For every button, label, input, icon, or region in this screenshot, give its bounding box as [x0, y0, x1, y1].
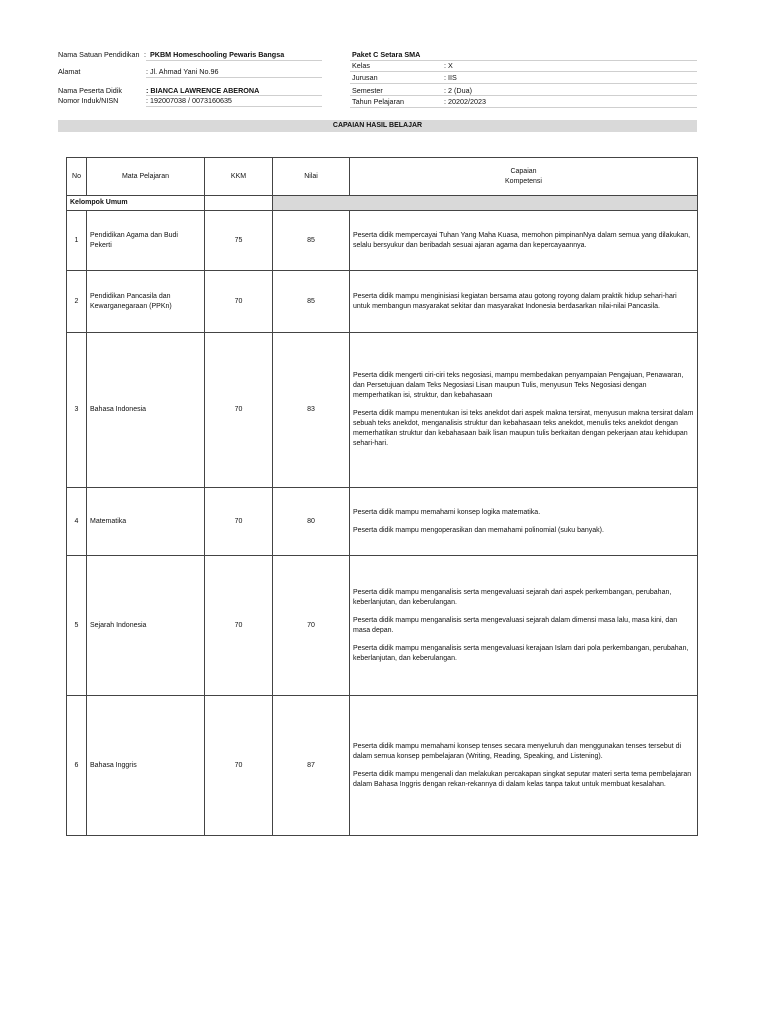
- row-no: 1: [67, 211, 87, 271]
- table-row: [67, 696, 698, 836]
- capaian-text: Peserta didik mampu mengoperasikan dan memahami polinomial (suku banyak).: [353, 526, 604, 534]
- jurusan-underline: [350, 83, 697, 84]
- tahun-underline: [350, 107, 697, 108]
- jurusan-value: : IIS: [444, 73, 457, 82]
- capaian-text: Peserta didik mengerti ciri-ciri teks negosiasi, mampu membedakan penyampaian Pengajuan, Penawaran, dan Persetujuan dalam Teks Negosiasi Lisan maupun Tulis, menyusun Teks Negosiasi dengan memperhatikan isi, struktur, dan kebahasaan: [353, 372, 684, 399]
- row-no: 5: [67, 556, 87, 696]
- row-no: 2: [67, 271, 87, 333]
- kelas-label: Kelas: [352, 61, 370, 70]
- alamat-underline: [146, 77, 322, 78]
- row-kkm: 70: [205, 556, 273, 696]
- row-mapel: Bahasa Indonesia: [87, 333, 205, 488]
- row-nilai: 85: [273, 271, 350, 333]
- nisn-value: : 192007038 / 0073160635: [146, 96, 232, 105]
- capaian-text: Peserta didik mampu menganalisis serta mengevaluasi sejarah dari aspek perkembangan, perubahan, keberlanjutan, dan keberulangan.: [353, 588, 672, 606]
- nisn-label: Nomor Induk/NISN: [58, 96, 119, 105]
- group-label: Kelompok Umum: [67, 196, 205, 211]
- capaian-text: Peserta didik mampu memahami konsep logika matematika.: [353, 508, 541, 516]
- jurusan-label: Jurusan: [352, 73, 378, 82]
- row-capaian: [350, 488, 698, 556]
- row-mapel: Sejarah Indonesia: [87, 556, 205, 696]
- row-capaian: [350, 333, 698, 488]
- group-spacer: [205, 196, 273, 211]
- satuan-value: PKBM Homeschooling Pewaris Bangsa: [150, 50, 285, 59]
- capaian-text: Peserta didik mampu menentukan isi teks anekdot dari aspek makna tersirat, menyusun makna tersirat dalam sebuah teks anekdot, menganalisis struktur dan kebahasaan teks anekdot, menulis teks anekdot dengan memerhatikan struktur dan kebahasaan baik lisan maupun tulis berkaitan dengan pekerjaan atau kehidupan sehari-hari.: [353, 410, 694, 447]
- row-capaian: [350, 211, 698, 271]
- col-capaian-line2: Kompetensi: [505, 177, 542, 185]
- paket-title: Paket C Setara SMA: [352, 50, 421, 59]
- row-capaian: [350, 556, 698, 696]
- table-row: [67, 211, 698, 271]
- row-capaian: [350, 271, 698, 333]
- row-nilai: 70: [273, 556, 350, 696]
- semester-underline: [350, 95, 697, 96]
- paket-underline: [350, 60, 697, 61]
- table-row: [67, 556, 698, 696]
- group-row: [67, 196, 698, 211]
- row-kkm: 70: [205, 271, 273, 333]
- col-capaian-header: [350, 158, 698, 196]
- capaian-text: Peserta didik mempercayai Tuhan Yang Maha Kuasa, memohon pimpinanNya dalam semua yang dilakukan, selalu bersyukur dan beribadah sesuai ajaran agama dan kepercayaannya.: [353, 231, 691, 249]
- table-header-row: [67, 158, 698, 196]
- table-row: [67, 333, 698, 488]
- table-row: [67, 271, 698, 333]
- capaian-text: Peserta didik mampu menganalisis serta mengevaluasi sejarah dalam dimensi masa lalu, masa kini, dan masa depan.: [353, 616, 678, 634]
- row-capaian: [350, 696, 698, 836]
- table-row: [67, 488, 698, 556]
- capaian-text: Peserta didik mampu menganalisis serta mengevaluasi kerajaan Islam dari pola perkembangan, perubahan, keberlanjutan, dan keberulangan.: [353, 644, 689, 662]
- row-kkm: 75: [205, 211, 273, 271]
- capaian-text: Peserta didik mampu mengenali dan melakukan percakapan singkat seputar materi serta tema pembelajaran dalam Bahasa Inggris dengan rekan-rekannya di dalam kelas tanpa takut untuk membuat kesalahan.: [353, 770, 692, 788]
- row-no: 3: [67, 333, 87, 488]
- row-nilai: 83: [273, 333, 350, 488]
- col-nilai-header: Nilai: [273, 158, 350, 196]
- nisn-underline: [146, 106, 322, 107]
- row-nilai: 80: [273, 488, 350, 556]
- col-mapel-header: Mata Pelajaran: [87, 158, 205, 196]
- col-kkm-header: KKM: [205, 158, 273, 196]
- semester-value: : 2 (Dua): [444, 86, 472, 95]
- row-kkm: 70: [205, 696, 273, 836]
- capaian-text: Peserta didik mampu memahami konsep tenses secara menyeluruh dan menggunakan tenses tersebut di dalam semua konsep pembelajaran (Writing, Reading, Speaking, and Listening).: [353, 742, 682, 760]
- peserta-value: : BIANCA LAWRENCE ABERONA: [146, 86, 260, 95]
- kelas-underline: [350, 71, 697, 72]
- peserta-label: Nama Peserta Didik: [58, 86, 122, 95]
- row-no: 4: [67, 488, 87, 556]
- tahun-value: : 20202/2023: [444, 97, 486, 106]
- alamat-value: : Jl. Ahmad Yani No.96: [146, 67, 219, 76]
- tahun-label: Tahun Pelajaran: [352, 97, 404, 106]
- row-kkm: 70: [205, 488, 273, 556]
- capaian-text: Peserta didik mampu menginisiasi kegiatan bersama atau gotong royong dalam praktik hidup sehari-hari untuk membangun masyarakat sekitar dan masyarakat Indonesia berdasarkan nilai-nilai Pancasila.: [353, 292, 677, 310]
- semester-label: Semester: [352, 86, 383, 95]
- row-mapel: Matematika: [87, 488, 205, 556]
- group-grey-cell: [273, 196, 698, 211]
- alamat-label: Alamat: [58, 67, 81, 76]
- kelas-value: : X: [444, 61, 453, 70]
- row-kkm: 70: [205, 333, 273, 488]
- row-nilai: 85: [273, 211, 350, 271]
- row-mapel: Pendidikan Agama dan Budi Pekerti: [87, 211, 205, 271]
- satuan-label: Nama Satuan Pendidikan: [58, 50, 140, 59]
- satuan-colon: :: [144, 50, 146, 59]
- col-no-header: No: [67, 158, 87, 196]
- row-mapel: Pendidikan Pancasila dan Kewarganegaraan (PPKn): [87, 271, 205, 333]
- grades-table: [66, 157, 698, 836]
- col-capaian-line1: Capaian: [510, 167, 537, 175]
- row-mapel: Bahasa Inggris: [87, 696, 205, 836]
- row-no: 6: [67, 696, 87, 836]
- row-nilai: 87: [273, 696, 350, 836]
- section-title: CAPAIAN HASIL BELAJAR: [58, 120, 697, 132]
- satuan-underline: [146, 60, 322, 61]
